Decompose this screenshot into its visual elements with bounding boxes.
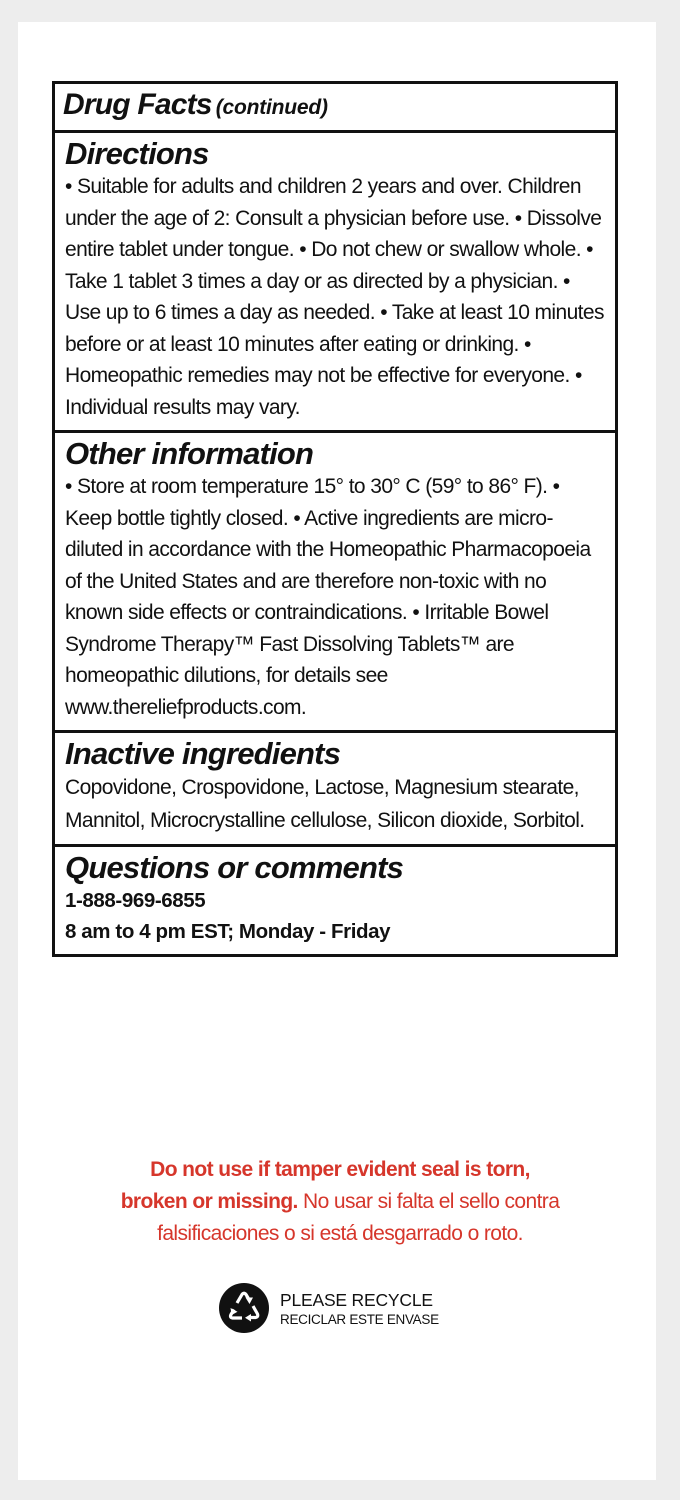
recycle-icon xyxy=(218,1282,270,1334)
drug-facts-subtitle: (continued) xyxy=(215,96,328,119)
recycle-line-1: PLEASE RECYCLE xyxy=(280,1289,433,1310)
other-information-section xyxy=(55,430,615,730)
questions-section xyxy=(55,844,615,954)
other-information-heading: Other information xyxy=(65,436,314,471)
recycle-line-2: RECICLAR ESTE ENVASE xyxy=(280,1311,439,1327)
drug-facts-title-text: Drug Facts xyxy=(63,88,212,121)
tamper-warning-spanish-start: No usar si falta el sello contra xyxy=(297,1190,560,1213)
directions-heading: Directions xyxy=(65,136,209,171)
inactive-ingredients-section xyxy=(55,730,615,844)
tamper-warning-line-3: falsificaciones o si está desgarrado o roto. xyxy=(157,1222,523,1245)
recycle-notice xyxy=(218,1282,439,1334)
inactive-ingredients-heading: Inactive ingredients xyxy=(65,736,341,771)
directions-section xyxy=(55,130,615,430)
drug-facts-header xyxy=(55,84,615,130)
directions-text: • Suitable for adults and children 2 years and over. Children under the age of 2: Consult a physician before use. • Dissolve entire tablet under tongue. • Do not chew or swallow whole. • Take 1 tablet 3 times a day or as directed by a physician. • Use up to 6 times a day as needed. • Take at least 10 minutes before or at least 10 minutes after eating or drinking. • Homeopathic remedies may not be effective for everyone. • Individual results may vary. xyxy=(65,175,604,419)
questions-hours: 8 am to 4 pm EST; Monday - Friday xyxy=(65,920,391,943)
questions-heading: Questions or comments xyxy=(65,850,404,885)
drug-facts-title xyxy=(63,88,607,125)
inactive-ingredients-text: Copovidone, Crospovidone, Lactose, Magnesium stearate, Mannitol, Microcrystalline cellulose, Silicon dioxide, Sorbitol. xyxy=(65,776,585,832)
tamper-warning xyxy=(0,1154,680,1250)
tamper-warning-line-1: Do not use if tamper evident seal is torn, xyxy=(150,1158,530,1181)
tamper-warning-line-2 xyxy=(0,1186,680,1218)
other-information-text: • Store at room temperature 15° to 30° C (59° to 86° F). • Keep bottle tightly closed. • Active ingredients are micro-diluted in accordance with the Homeopathic Pharmacopoeia of the United States and are therefore non-toxic with no known side effects or contraindications. • Irritable Bowel Syndrome Therapy™ Fast Dissolving Tablets™ are homeopathic dilutions, for details see www.thereliefproducts.com. xyxy=(65,475,591,719)
recycle-text xyxy=(280,1289,439,1328)
tamper-warning-bold: broken or missing. xyxy=(120,1190,298,1213)
drug-facts-panel xyxy=(52,81,618,957)
questions-phone: 1-888-969-6855 xyxy=(65,889,206,912)
